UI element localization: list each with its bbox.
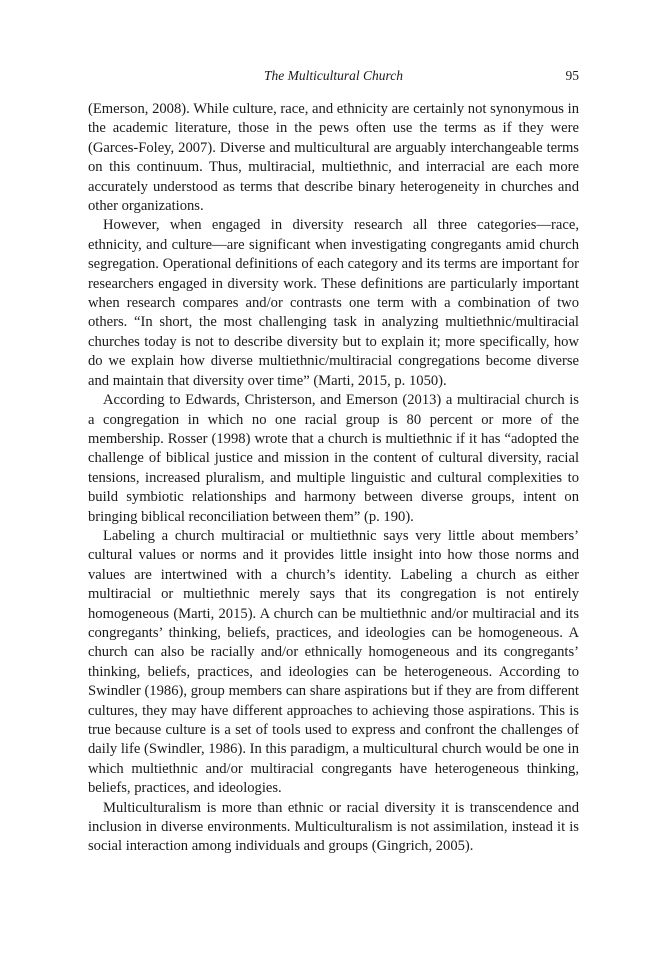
paragraph: According to Edwards, Christerson, and Emerson (2013) a multiracial church is a congregation in which no one racial group is 80 percent or more of the membership. Rosser (1998) wrote that a church is multiethnic if it has “adopted the challenge of biblical justice and mission in the content of cultural diversity, racial tensions, increased pluralism, and multiple linguistic and cultural complexities to build symbiotic relationships and harmony between diverse groups, intent on bringing biblical reconciliation between them” (p. 190). [88,392,579,525]
paragraph: (Emerson, 2008). While culture, race, and ethnicity are certainly not synonymous in the academic literature, those in the pews often use the terms as if they were (Garces-Foley, 2007). Diverse and multicultural are arguably interchangeable terms on this continuum. Thus, multiracial, multiethnic, and interracial are each more accurately understood as terms that describe binary heterogeneity in churches and other organizations. [88,101,579,215]
paragraph: Labeling a church multiracial or multiethnic says very little about members’ cultural values or norms and it provides little insight into how those norms and values are intertwined with a church’s identity. Labeling a church as either multiracial or multiethnic merely says that its congregation is not entirely homogeneous (Marti, 2015). A church can be multiethnic and/or multiracial and its congregants’ thinking, beliefs, practices, and ideologies can be homogeneous. A church can also be racially and/or ethnically homogeneous and its congregants’ thinking, beliefs, practices, and ideologies can be heterogeneous. According to Swindler (1986), group members can share aspirations but if they are from different cultures, they may have different approaches to achieving those aspirations. This is true because culture is a set of tools used to express and confront the challenges of daily life (Swindler, 1986). In this paradigm, a multicultural church would be one in which multiethnic and/or multiracial congregants have heterogeneous thinking, beliefs, practices, and ideologies. [88,527,579,797]
paragraph: Multiculturalism is more than ethnic or racial diversity it is transcendence and inclusion in diverse environments. Multiculturalism is not assimilation, instead it is social interaction among individuals and groups (Gingrich, 2005). [88,799,579,855]
paragraph: However, when engaged in diversity research all three categories—race, ethnicity, and culture—are significant when investigating congregants amid church segregation. Operational definitions of each category and its terms are important for researchers engaged in diversity work. These definitions are particularly important when research compares and/or contrasts one term with a combination of two others. “In short, the most challenging task in analyzing multiethnic/multiracial churches today is not to describe diversity but to explain it; more specifically, how do we explain how diverse multiethnic/multiracial congregations become diverse and maintain that diversity over time” (Marti, 2015, p. 1050). [88,217,579,389]
page-number: 95 [565,68,579,83]
running-head [88,68,579,92]
book-page [88,68,579,857]
body-text [88,100,579,857]
running-title: The Multicultural Church [264,68,403,83]
